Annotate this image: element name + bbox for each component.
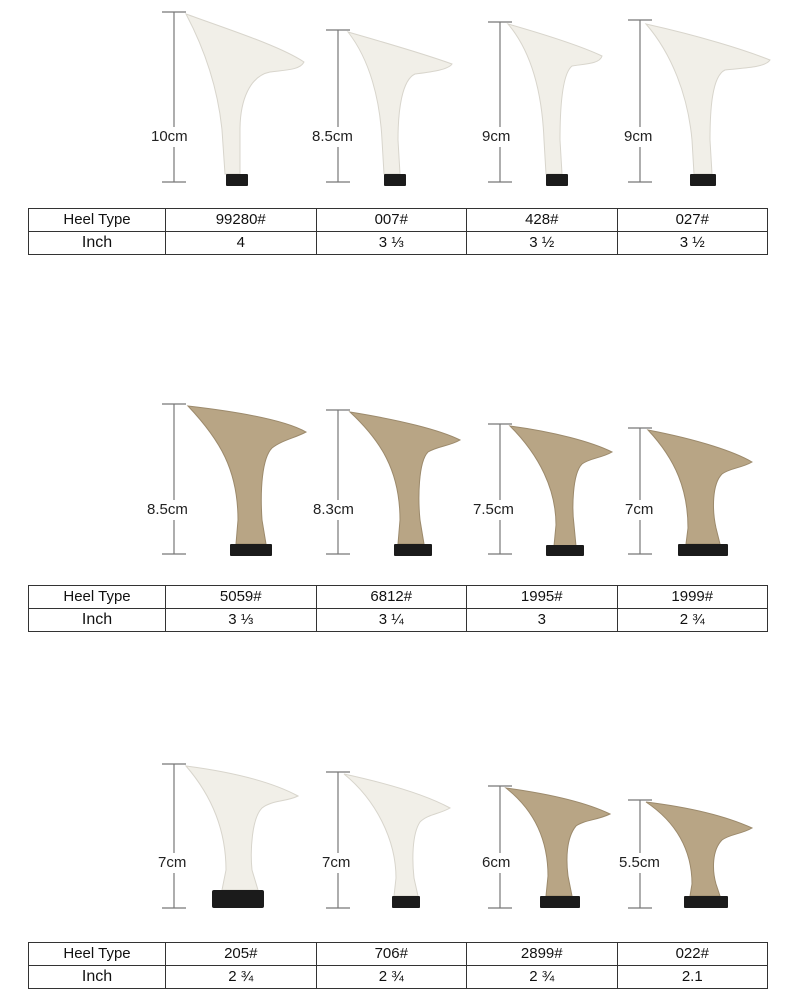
guide-line xyxy=(488,786,512,908)
heel-5059 xyxy=(162,404,306,556)
guide-line xyxy=(162,404,186,554)
heel-tip xyxy=(394,544,432,556)
heel-428 xyxy=(488,22,602,186)
height-label: 7cm xyxy=(158,854,187,871)
heel-body xyxy=(348,32,452,174)
inch-cell: 2 ¾ xyxy=(467,966,618,989)
heel-body xyxy=(646,24,770,174)
table-row xyxy=(29,609,768,632)
row-label-inch: Inch xyxy=(29,232,166,255)
table-row xyxy=(29,209,768,232)
inch-cell: 4 xyxy=(166,232,317,255)
row-label-heel-type: Heel Type xyxy=(29,943,166,966)
heel-body xyxy=(188,406,306,544)
heel-007 xyxy=(326,30,452,186)
inch-cell: 2 ¾ xyxy=(166,966,317,989)
heel-body xyxy=(648,430,752,544)
heel-type-cell: 027# xyxy=(617,209,768,232)
inch-cell: 3 ¼ xyxy=(316,609,467,632)
height-label: 9cm xyxy=(624,128,653,145)
spec-table xyxy=(28,585,768,632)
guide-line xyxy=(628,20,652,182)
inch-cell: 3 ⅓ xyxy=(316,232,467,255)
guide-line xyxy=(628,428,652,554)
height-label: 8.3cm xyxy=(313,501,354,518)
table-row xyxy=(29,966,768,989)
spec-table xyxy=(28,942,768,989)
heel-tip xyxy=(212,890,264,908)
heel-tip xyxy=(226,174,248,186)
guide-line xyxy=(162,764,186,908)
heel-6812 xyxy=(326,410,460,556)
inch-cell: 3 xyxy=(467,609,618,632)
height-label: 6cm xyxy=(482,854,511,871)
heel-tip xyxy=(684,896,728,908)
heel-1999 xyxy=(628,428,752,556)
heel-type-cell: 1999# xyxy=(617,586,768,609)
spec-table xyxy=(28,208,768,255)
height-label: 10cm xyxy=(151,128,188,145)
height-label: 9cm xyxy=(482,128,511,145)
height-label: 8.5cm xyxy=(312,128,353,145)
height-label: 8.5cm xyxy=(147,501,188,518)
inch-cell: 3 ½ xyxy=(617,232,768,255)
guide-line xyxy=(488,22,512,182)
height-label: 7cm xyxy=(625,501,654,518)
guide-line xyxy=(162,12,186,182)
heel-tip xyxy=(678,544,728,556)
heel-99280 xyxy=(162,12,304,186)
heel-706 xyxy=(326,772,450,908)
heel-type-cell: 2899# xyxy=(467,943,618,966)
heel-tip xyxy=(384,174,406,186)
table-row xyxy=(29,232,768,255)
guide-line xyxy=(326,772,350,908)
row-label-heel-type: Heel Type xyxy=(29,209,166,232)
heel-body xyxy=(506,788,610,896)
heel-type-cell: 706# xyxy=(316,943,467,966)
heel-tip xyxy=(392,896,420,908)
guide-line xyxy=(488,424,512,554)
heel-body xyxy=(186,766,298,890)
heel-type-cell: 1995# xyxy=(467,586,618,609)
heel-body xyxy=(186,14,304,174)
inch-cell: 2 ¾ xyxy=(617,609,768,632)
heel-body xyxy=(646,802,752,896)
table-row xyxy=(29,943,768,966)
heel-type-cell: 205# xyxy=(166,943,317,966)
row-label-inch: Inch xyxy=(29,609,166,632)
heel-body xyxy=(510,426,612,546)
inch-cell: 2 ¾ xyxy=(316,966,467,989)
inch-cell: 2.1 xyxy=(617,966,768,989)
heel-tip xyxy=(690,174,716,186)
heel-1995 xyxy=(488,424,612,556)
inch-cell: 3 ½ xyxy=(467,232,618,255)
heel-tip xyxy=(546,545,584,556)
heel-2899 xyxy=(488,786,610,908)
height-label: 7cm xyxy=(322,854,351,871)
heel-type-cell: 428# xyxy=(467,209,618,232)
guide-line xyxy=(326,30,350,182)
heel-tip xyxy=(230,544,272,556)
heel-tip xyxy=(540,896,580,908)
heel-body xyxy=(344,774,450,896)
heel-027 xyxy=(628,20,770,186)
heel-205 xyxy=(162,764,298,908)
heel-type-cell: 99280# xyxy=(166,209,317,232)
guide-line xyxy=(326,410,350,554)
row-label-inch: Inch xyxy=(29,966,166,989)
inch-cell: 3 ⅓ xyxy=(166,609,317,632)
heel-tip xyxy=(546,174,568,186)
heel-type-cell: 022# xyxy=(617,943,768,966)
heel-type-cell: 007# xyxy=(316,209,467,232)
row-label-heel-type: Heel Type xyxy=(29,586,166,609)
height-label: 7.5cm xyxy=(473,501,514,518)
heel-body xyxy=(508,24,602,174)
heel-type-cell: 5059# xyxy=(166,586,317,609)
heel-body xyxy=(350,412,460,544)
heel-type-cell: 6812# xyxy=(316,586,467,609)
table-row xyxy=(29,586,768,609)
height-label: 5.5cm xyxy=(619,854,660,871)
